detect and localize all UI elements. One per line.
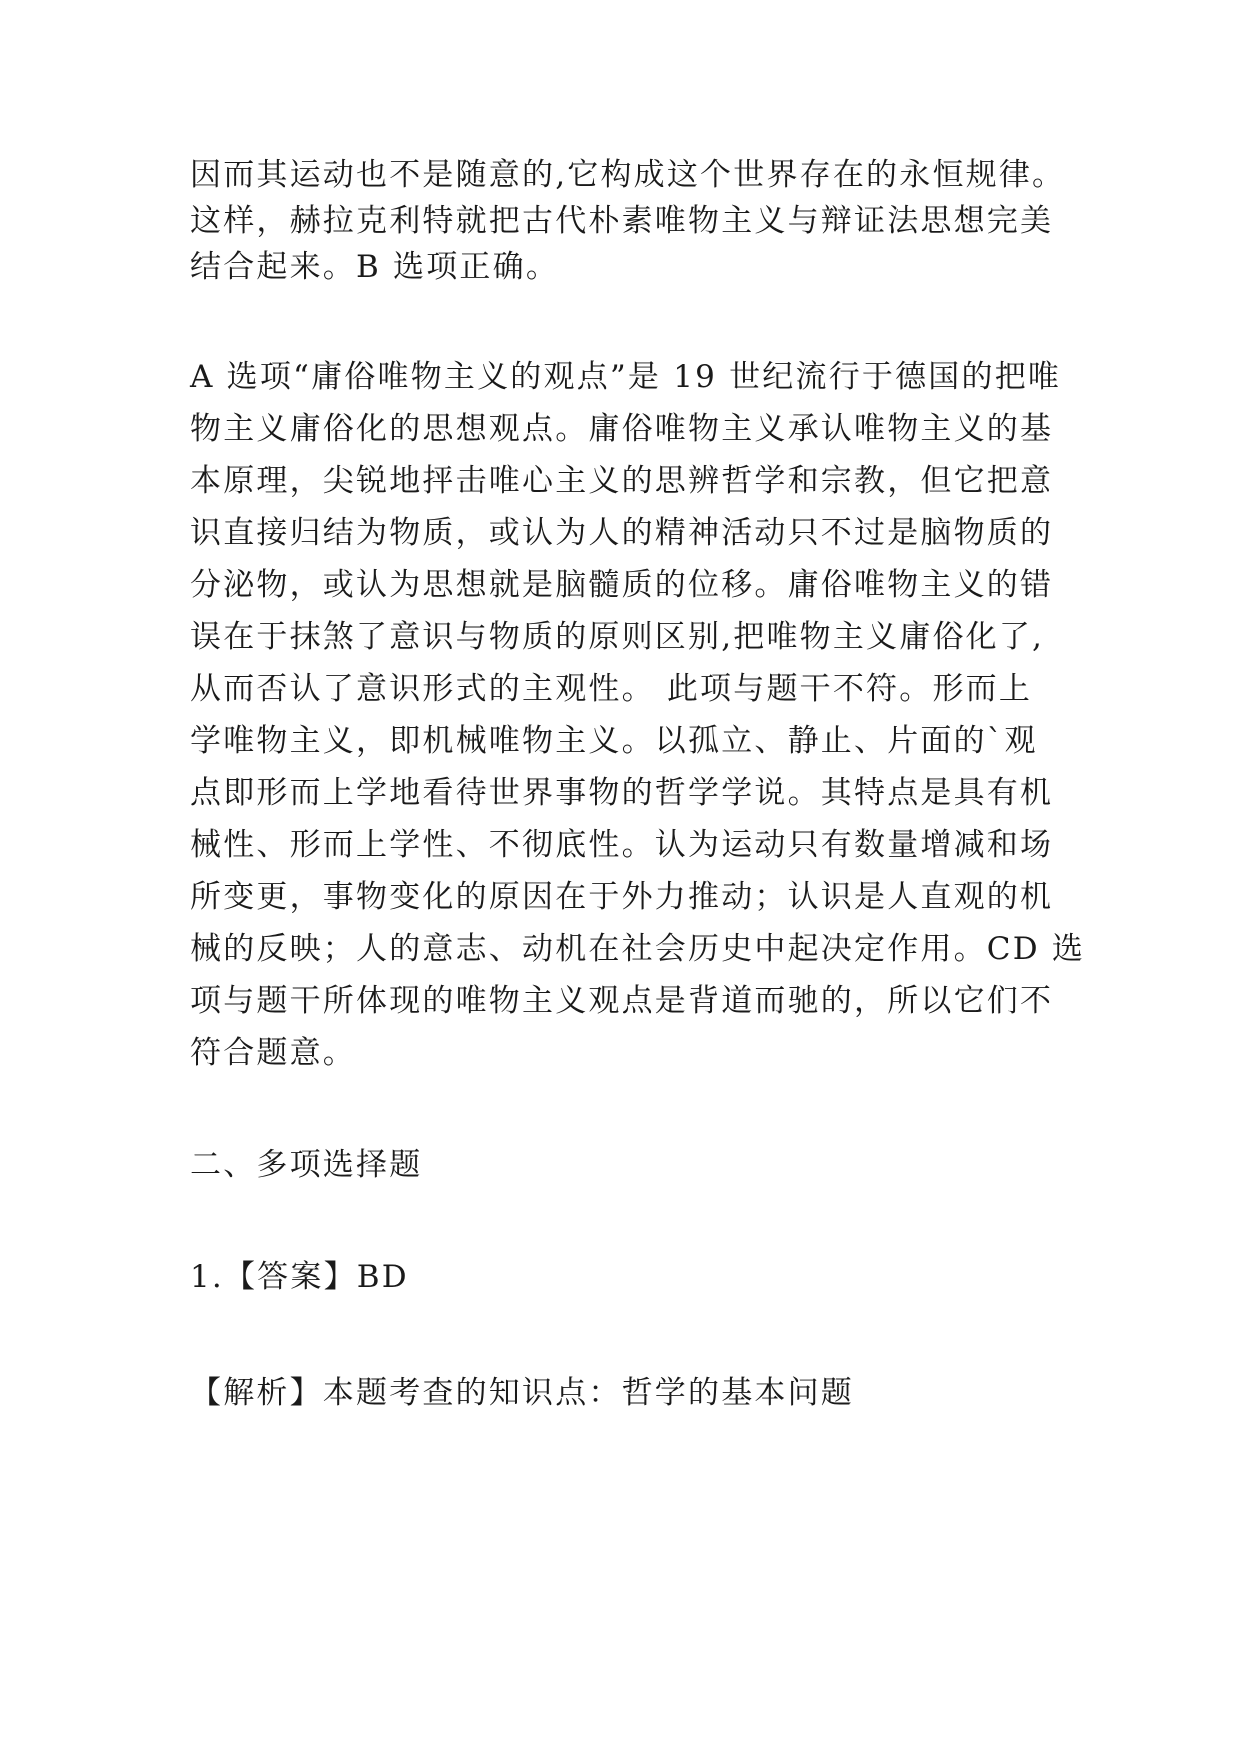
paragraph-2-line-5: 分泌物，或认为思想就是脑髓质的位移。庸俗唯物主义的错 xyxy=(190,567,1054,603)
paragraph-2-line-9: 点即形而上学地看待世界事物的哲学学说。其特点是具有机 xyxy=(190,775,1054,811)
paragraph-2-line-12: 械的反映；人的意志、动机在社会历史中起决定作用。CD 选 xyxy=(190,931,1086,967)
paragraph-2-line-13: 项与题干所体现的唯物主义观点是背道而驰的，所以它们不 xyxy=(190,983,1054,1019)
paragraph-2-line-10: 械性、形而上学性、不彻底性。认为运动只有数量增减和场 xyxy=(190,827,1054,863)
section-heading: 二、多项选择题 xyxy=(190,1147,423,1183)
paragraph-1-line-3: 结合起来。B 选项正确。 xyxy=(190,249,560,285)
paragraph-1-line-1: 因而其运动也不是随意的,它构成这个世界存在的永恒规律。 xyxy=(190,157,1066,193)
paragraph-2-line-8: 学唯物主义，即机械唯物主义。以孤立、静止、片面的`观 xyxy=(190,723,1038,759)
paragraph-2-line-3: 本原理，尖锐地抨击唯心主义的思辨哲学和宗教，但它把意 xyxy=(190,463,1054,499)
analysis-line: 【解析】本题考查的知识点：哲学的基本问题 xyxy=(190,1375,854,1411)
answer-line: 1.【答案】BD xyxy=(190,1259,409,1295)
paragraph-2-line-7: 从而否认了意识形式的主观性。 此项与题干不符。形而上 xyxy=(190,671,1033,707)
paragraph-1-line-2: 这样，赫拉克利特就把古代朴素唯物主义与辩证法思想完美 xyxy=(190,203,1054,239)
paragraph-2-line-11: 所变更，事物变化的原因在于外力推动；认识是人直观的机 xyxy=(190,879,1054,915)
paragraph-2-line-6: 误在于抹煞了意识与物质的原则区别,把唯物主义庸俗化了, xyxy=(190,619,1045,655)
paragraph-2-line-4: 识直接归结为物质，或认为人的精神活动只不过是脑物质的 xyxy=(190,515,1054,551)
paragraph-2-line-2: 物主义庸俗化的思想观点。庸俗唯物主义承认唯物主义的基 xyxy=(190,411,1054,447)
paragraph-2-line-14: 符合题意。 xyxy=(190,1035,356,1071)
paragraph-2-line-1: A 选项“庸俗唯物主义的观点”是 19 世纪流行于德国的把唯 xyxy=(190,359,1062,395)
